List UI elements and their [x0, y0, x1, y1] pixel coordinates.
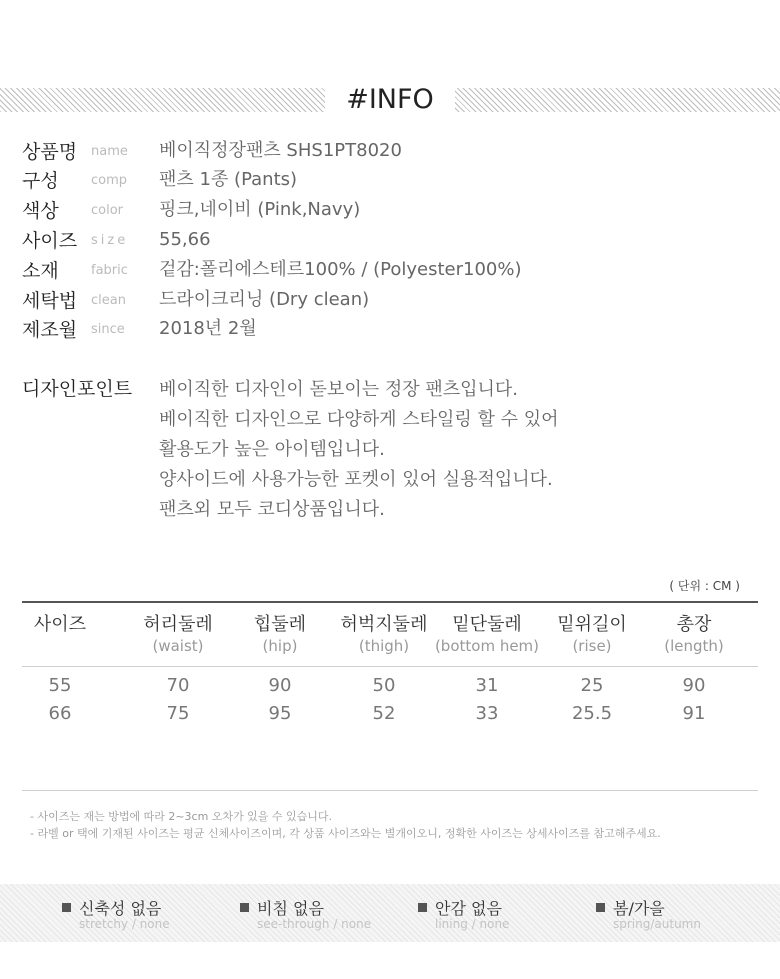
table-cell: 90	[268, 675, 292, 696]
info-row-comp	[22, 166, 298, 194]
feature-label-en: stretchy / none	[79, 917, 170, 931]
square-bullet-icon	[596, 903, 605, 912]
feature-lining	[418, 896, 510, 931]
unit-label: ( 단위 : CM )	[669, 579, 740, 593]
table-top-rule	[22, 601, 758, 603]
hem-header: 밑단둘레	[452, 614, 522, 635]
table-cell: 50	[372, 675, 396, 696]
size-header: 사이즈	[33, 614, 87, 635]
table-cell: 33	[475, 703, 499, 724]
table-cell: 90	[682, 675, 706, 696]
thigh-header: 허벅지둘레	[340, 614, 428, 635]
table-header-rule	[22, 666, 758, 667]
length-header-en: (length)	[664, 637, 724, 655]
info-label: 제조월	[22, 318, 78, 341]
table-cell: 31	[475, 675, 499, 696]
feature-label: 신축성 없음	[79, 899, 162, 918]
info-label: 소재	[22, 259, 59, 282]
info-label-en: name	[91, 143, 128, 159]
design-line: 활용도가 높은 아이템입니다.	[159, 439, 385, 460]
info-value: 2018년 2월	[159, 318, 257, 339]
square-bullet-icon	[240, 903, 249, 912]
info-value: 핑크,네이비 (Pink,Navy)	[159, 199, 361, 220]
waist-header: 허리둘레	[143, 614, 213, 635]
hem-header-en: (bottom hem)	[434, 637, 540, 655]
feature-label: 안감 없음	[435, 899, 502, 918]
table-cell: 25	[580, 675, 604, 696]
rise-header-en: (rise)	[572, 637, 612, 655]
info-label-en: clean	[91, 292, 126, 308]
hip-header: 힙둘레	[253, 614, 307, 635]
info-row-fabric	[22, 256, 522, 284]
square-bullet-icon	[62, 903, 71, 912]
table-bottom-rule	[22, 790, 758, 791]
thigh-header-en: (thigh)	[358, 637, 410, 655]
info-row-size	[22, 226, 211, 254]
info-row-since	[22, 315, 257, 343]
info-label: 구성	[22, 169, 59, 192]
feature-see-through	[240, 896, 372, 931]
design-point-label: 디자인포인트	[22, 378, 133, 400]
info-value: 드라이크리닝 (Dry clean)	[159, 289, 370, 310]
table-cell: 55	[48, 675, 72, 696]
table-cell: 66	[48, 703, 72, 724]
info-label-en: since	[91, 321, 125, 337]
info-value: 겉감:폴리에스테르100% / (Polyester100%)	[159, 259, 522, 280]
info-label-en: fabric	[91, 262, 128, 278]
info-label: 상품명	[22, 140, 78, 163]
info-label-en: size	[91, 232, 129, 248]
table-cell: 95	[268, 703, 292, 724]
info-label: 색상	[22, 199, 59, 222]
design-line: 양사이드에 사용가능한 포켓이 있어 실용적입니다.	[159, 469, 553, 490]
table-cell: 25.5	[571, 703, 613, 724]
feature-label-en: spring/autumn	[613, 917, 701, 931]
feature-label: 봄/가을	[613, 899, 665, 918]
info-row-name	[22, 137, 402, 165]
design-line: 팬츠외 모두 코디상품입니다.	[159, 499, 385, 520]
table-cell: 91	[682, 703, 706, 724]
table-cell: 52	[372, 703, 396, 724]
square-bullet-icon	[418, 903, 427, 912]
length-header: 총장	[676, 614, 712, 635]
feature-label: 비침 없음	[257, 899, 324, 918]
info-value: 팬츠 1종 (Pants)	[159, 169, 298, 190]
info-value: 55,66	[159, 229, 211, 250]
info-row-color	[22, 196, 361, 224]
feature-label-en: see-through / none	[257, 917, 372, 931]
section-title: #INFO	[325, 80, 455, 120]
size-note: - 사이즈는 재는 방법에 따라 2~3cm 오차가 있을 수 있습니다.	[30, 810, 333, 823]
info-row-clean	[22, 286, 370, 314]
design-line: 베이직한 디자인으로 다양하게 스타일링 할 수 있어	[159, 409, 559, 430]
info-label-en: comp	[91, 172, 128, 188]
info-label: 사이즈	[22, 229, 78, 252]
waist-header-en: (waist)	[152, 637, 204, 655]
info-label: 세탁법	[22, 289, 78, 312]
size-note: - 라벨 or 택에 기재된 사이즈는 평균 신체사이즈이며, 각 상품 사이즈와는 별개이오니, 정확한 사이즈는 상세사이즈를 참고해주세요.	[30, 827, 661, 840]
feature-stretch	[62, 896, 170, 931]
table-cell: 75	[166, 703, 190, 724]
rise-header: 밑위길이	[557, 614, 627, 635]
feature-season	[596, 896, 701, 931]
design-line: 베이직한 디자인이 돋보이는 정장 팬츠입니다.	[159, 379, 518, 400]
info-label-en: color	[91, 202, 124, 218]
feature-label-en: lining / none	[435, 917, 510, 931]
table-cell: 70	[166, 675, 190, 696]
hip-header-en: (hip)	[262, 637, 298, 655]
info-value: 베이직정장팬츠 SHS1PT8020	[159, 140, 402, 161]
